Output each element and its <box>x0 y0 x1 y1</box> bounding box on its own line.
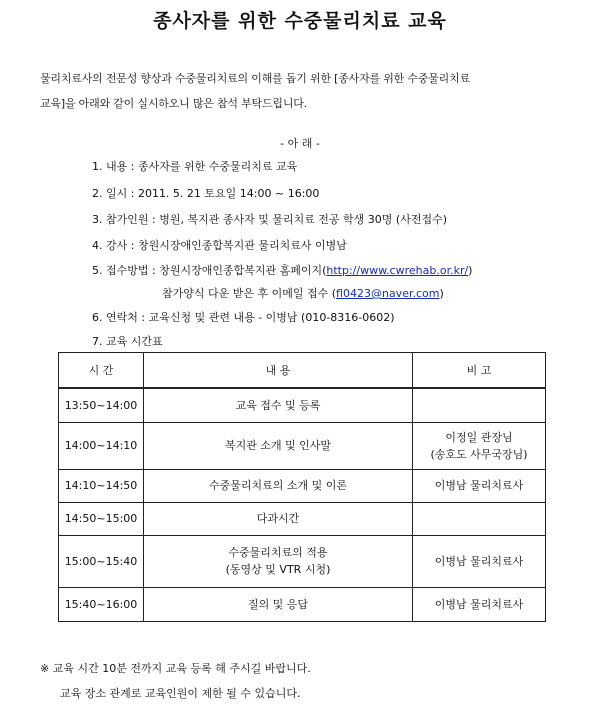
schedule-table <box>58 352 546 622</box>
row-content-line: (동영상 및 VTR 시청) <box>225 563 331 576</box>
row-content <box>144 502 413 535</box>
table-row <box>59 535 546 587</box>
email-link[interactable]: fl0423@naver.com <box>336 287 440 300</box>
row-note-line: 이병남 물리치료사 <box>434 597 524 611</box>
row-content-line: 복지관 소개 및 인사말 <box>224 439 332 452</box>
item-contact: 6. 연락처 : 교육신청 및 관련 내용 - 이병남 (010-8316-0602) <box>92 311 395 324</box>
row-content-line: 질의 및 응답 <box>247 597 309 611</box>
intro-paragraph <box>40 66 580 116</box>
item-instructor: 4. 강사 : 창원시장애인종합복지관 물리치료사 이병남 <box>92 239 347 252</box>
row-content-line: 다과시간 <box>256 512 300 525</box>
intro-line-2: 교육]을 아래와 같이 실시하오니 많은 참석 부탁드립니다. <box>40 97 307 110</box>
table-row <box>59 469 546 502</box>
table-row <box>59 422 546 469</box>
row-note <box>413 535 546 587</box>
row-note-line: 이병남 물리치료사 <box>434 554 524 568</box>
row-content <box>144 535 413 587</box>
row-note-line: (송호도 사무국장님) <box>430 447 528 461</box>
row-time: 13:50~14:00 <box>59 388 144 422</box>
row-content-line: 교육 접수 및 등록 <box>235 398 321 412</box>
item-content: 1. 내용 : 종사자를 위한 수중물리치료 교육 <box>92 160 298 173</box>
registration-suffix: ) <box>468 264 473 277</box>
row-time: 14:10~14:50 <box>59 469 144 502</box>
item-schedule-heading: 7. 교육 시간표 <box>92 335 163 348</box>
item-registration <box>92 262 472 278</box>
homepage-link[interactable]: http://www.cwrehab.or.kr/ <box>326 264 469 277</box>
row-note <box>413 422 546 469</box>
email-suffix: ) <box>439 287 444 300</box>
section-heading: - 아 래 - <box>280 137 320 150</box>
item-registration-email <box>162 285 444 301</box>
row-note-line: 이병남 물리치료사 <box>434 479 524 492</box>
row-content-line: 수중물리치료의 적용 <box>228 546 328 559</box>
note-line-2: 교육 장소 관계로 교육인원이 제한 될 수 있습니다. <box>60 687 301 700</box>
table-row <box>59 587 546 621</box>
row-note <box>413 587 546 621</box>
document-title: 종사자를 위한 수중물리치료 교육 <box>153 10 447 32</box>
notes <box>40 656 311 706</box>
row-time: 15:00~15:40 <box>59 535 144 587</box>
row-content <box>144 587 413 621</box>
row-note <box>413 388 546 422</box>
row-time: 14:50~15:00 <box>59 502 144 535</box>
header-content: 내 용 <box>144 353 413 389</box>
note-line-1: ※ 교육 시간 10분 전까지 교육 등록 해 주시길 바랍니다. <box>40 662 311 675</box>
item-participants: 3. 참가인원 : 병원, 복지관 종사자 및 물리치료 전공 학생 30명 (사전접수) <box>92 213 448 226</box>
email-prefix: 참가양식 다운 받은 후 이메일 접수 ( <box>162 287 337 300</box>
row-note-line: 이정일 관장님 <box>445 430 513 444</box>
item-date: 2. 일시 : 2011. 5. 21 토요일 14:00 ~ 16:00 <box>92 187 320 200</box>
row-note <box>413 469 546 502</box>
header-note: 비 고 <box>413 353 546 389</box>
row-content <box>144 388 413 422</box>
registration-prefix: 5. 접수방법 : 창원시장애인종합복지관 홈페이지( <box>92 264 327 277</box>
row-content <box>144 469 413 502</box>
table-row <box>59 388 546 422</box>
row-content <box>144 422 413 469</box>
row-content-line: 수중물리치료의 소개 및 이론 <box>208 479 347 492</box>
row-time: 14:00~14:10 <box>59 422 144 469</box>
table-row <box>59 502 546 535</box>
row-time: 15:40~16:00 <box>59 587 144 621</box>
table-header-row <box>59 353 546 389</box>
intro-line-1: 물리치료사의 전문성 향상과 수중물리치료의 이해를 돕기 위한 [종사자를 위한 수중물리치료 <box>40 72 470 85</box>
header-time: 시 간 <box>59 353 144 389</box>
row-note <box>413 502 546 535</box>
